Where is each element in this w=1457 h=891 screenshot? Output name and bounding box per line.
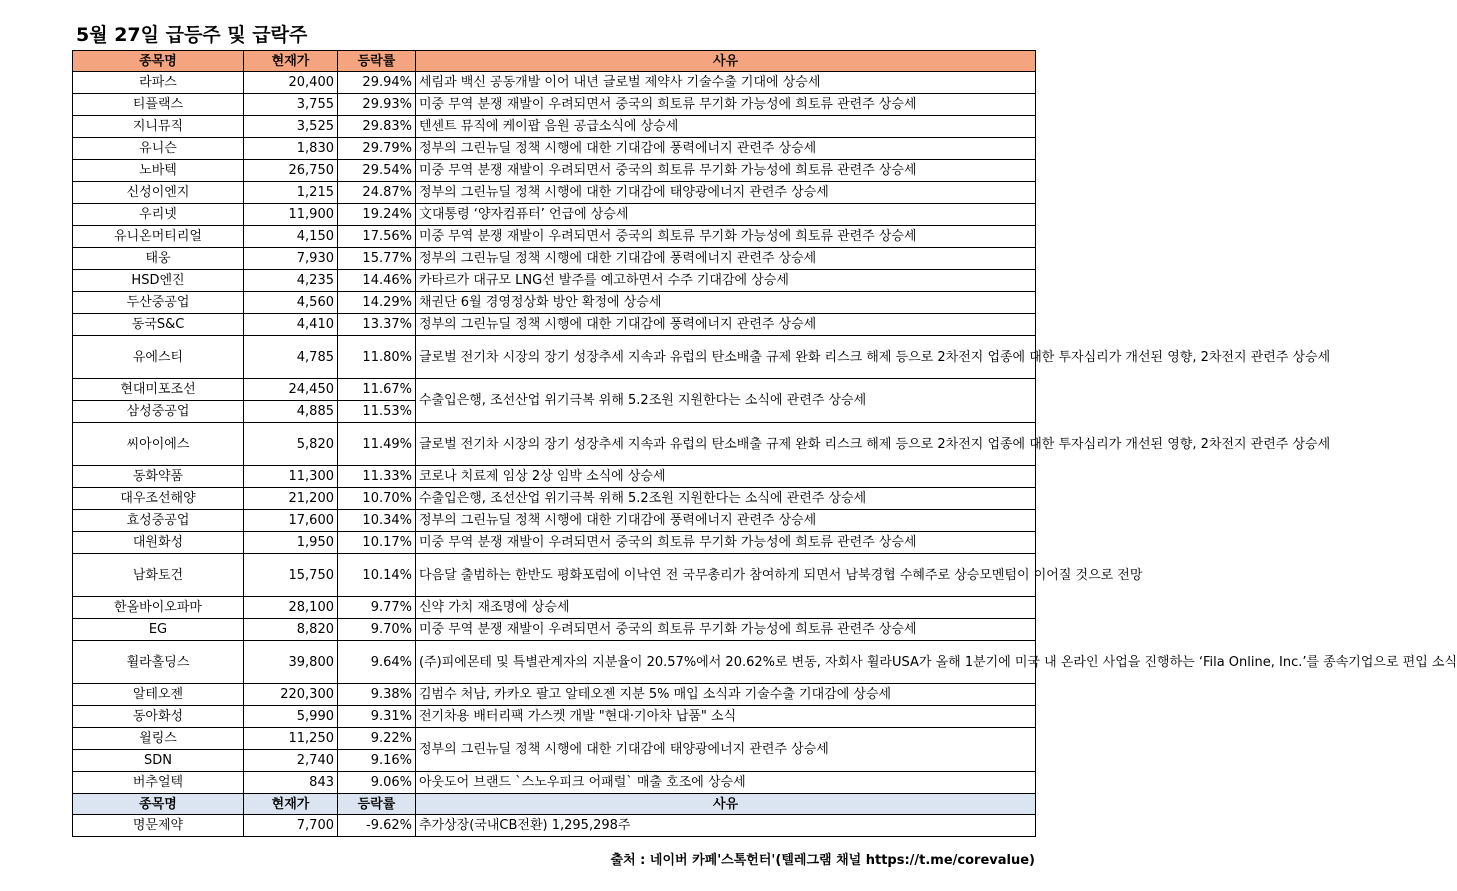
stock-name: 알테오젠 [73,684,244,706]
stock-name: 태웅 [73,248,244,270]
stock-reason: 세림과 백신 공동개발 이어 내년 글로벌 제약사 기술수출 기대에 상승세 [416,72,1036,94]
stock-reason: 글로벌 전기차 시장의 장기 성장추세 지속과 유럽의 탄소배출 규제 완화 리스크 해제 등으로 2차전지 업종에 대한 투자심리가 개선된 영향, 2차전지 관련주 상승세 [416,423,1036,466]
table-row [73,706,1036,728]
stock-rate: 10.17% [338,532,416,554]
header-name: 종목명 [73,51,244,72]
stock-reason: 미중 무역 분쟁 재발이 우려되면서 중국의 희토류 무기화 가능성에 희토류 관련주 상승세 [416,532,1036,554]
stock-price: 11,300 [244,466,338,488]
table-row [73,248,1036,270]
stock-price: 4,410 [244,314,338,336]
stock-rate: 9.06% [338,772,416,794]
table-row [73,815,1036,837]
stock-price: 39,800 [244,641,338,684]
stock-rate: 9.70% [338,619,416,641]
stock-rate: 10.70% [338,488,416,510]
stock-name: 유에스티 [73,336,244,379]
stock-name: 버추얼텍 [73,772,244,794]
stock-price: 21,200 [244,488,338,510]
table-row [73,72,1036,94]
stock-price: 8,820 [244,619,338,641]
stock-price: 11,250 [244,728,338,750]
stock-name: 동화약품 [73,466,244,488]
stock-rate: 29.54% [338,160,416,182]
stock-reason: 정부의 그린뉴딜 정책 시행에 대한 기대감에 풍력에너지 관련주 상승세 [416,314,1036,336]
stock-price: 3,525 [244,116,338,138]
stock-name: 남화토건 [73,554,244,597]
stock-price: 7,700 [244,815,338,837]
stock-price: 7,930 [244,248,338,270]
stock-reason: 신약 가치 재조명에 상승세 [416,597,1036,619]
stock-reason: 미중 무역 분쟁 재발이 우려되면서 중국의 희토류 무기화 가능성에 희토류 관련주 상승세 [416,94,1036,116]
stock-name: 라파스 [73,72,244,94]
table-row [73,138,1036,160]
stock-name: 티플랙스 [73,94,244,116]
stock-reason: 정부의 그린뉴딜 정책 시행에 대한 기대감에 태양광에너지 관련주 상승세 [416,728,1036,772]
stock-reason: 정부의 그린뉴딜 정책 시행에 대한 기대감에 풍력에너지 관련주 상승세 [416,248,1036,270]
stock-price: 1,950 [244,532,338,554]
stock-price: 4,235 [244,270,338,292]
source-caption: 출처 : 네이버 카페'스톡헌터'(텔레그램 채널 https://t.me/corevalue) [610,853,1035,868]
table-row [73,684,1036,706]
stock-table [72,50,1457,837]
table-row [73,94,1036,116]
header-rate: 등락률 [338,51,416,72]
header-rate: 등락률 [338,794,416,815]
header-price: 현재가 [244,794,338,815]
stock-rate: 9.38% [338,684,416,706]
stock-rate: 13.37% [338,314,416,336]
stock-name: SDN [73,750,244,772]
stock-name: 우리넷 [73,204,244,226]
stock-name: 현대미포조선 [73,379,244,401]
table-row [73,466,1036,488]
stock-reason: 미중 무역 분쟁 재발이 우려되면서 중국의 희토류 무기화 가능성에 희토류 관련주 상승세 [416,160,1036,182]
stock-name: 두산중공업 [73,292,244,314]
table-row [73,641,1036,684]
stock-name: 지니뮤직 [73,116,244,138]
stock-name: 동국S&C [73,314,244,336]
stock-price: 4,885 [244,401,338,423]
stock-reason: 미중 무역 분쟁 재발이 우려되면서 중국의 희토류 무기화 가능성에 희토류 관련주 상승세 [416,619,1036,641]
stock-price: 843 [244,772,338,794]
stock-name: 씨아이에스 [73,423,244,466]
table-row [73,772,1036,794]
stock-name: 효성중공업 [73,510,244,532]
stock-reason: 채권단 6월 경영정상화 방안 확정에 상승세 [416,292,1036,314]
stock-reason: 김범수 처남, 카카오 팔고 알테오젠 지분 5% 매입 소식과 기술수출 기대감에 상승세 [416,684,1036,706]
table-row [73,728,1036,750]
stock-rate: 17.56% [338,226,416,248]
header-name: 종목명 [73,794,244,815]
stock-rate: 9.31% [338,706,416,728]
stock-reason: 글로벌 전기차 시장의 장기 성장추세 지속과 유럽의 탄소배출 규제 완화 리스크 해제 등으로 2차전지 업종에 대한 투자심리가 개선된 영향, 2차전지 관련주 상승세 [416,336,1036,379]
stock-price: 3,755 [244,94,338,116]
table-row [73,116,1036,138]
stock-rate: 11.49% [338,423,416,466]
stock-reason: 텐센트 뮤직에 케이팝 음원 공급소식에 상승세 [416,116,1036,138]
stock-rate: 29.93% [338,94,416,116]
stock-rate: 9.16% [338,750,416,772]
stock-name: 한올바이오파마 [73,597,244,619]
stock-reason: 카타르가 대규모 LNG선 발주를 예고하면서 수주 기대감에 상승세 [416,270,1036,292]
stock-rate: 24.87% [338,182,416,204]
stock-reason: 다음달 출범하는 한반도 평화포럼에 이낙연 전 국무총리가 참여하게 되면서 남북경협 수혜주로 상승모멘텀이 이어질 것으로 전망 [416,554,1036,597]
stock-rate: 29.79% [338,138,416,160]
stock-rate: 19.24% [338,204,416,226]
stock-reason: 文대통령 ‘양자컴퓨터’ 언급에 상승세 [416,204,1036,226]
table-row [73,204,1036,226]
header-reason: 사유 [416,51,1036,72]
stock-reason: (주)피에몬테 및 특별관계자의 지분율이 20.57%에서 20.62%로 변동, 자회사 휠라USA가 올해 1분기에 미국 내 온라인 사업을 진행하는 ‘Fila Online, Inc.’를 종속기업으로 편입 소식 [416,641,1036,684]
stock-reason: 정부의 그린뉴딜 정책 시행에 대한 기대감에 풍력에너지 관련주 상승세 [416,138,1036,160]
stock-reason: 아웃도어 브랜드 `스노우피크 어패럴` 매출 호조에 상승세 [416,772,1036,794]
stock-price: 1,830 [244,138,338,160]
stock-name: 대원화성 [73,532,244,554]
stock-price: 28,100 [244,597,338,619]
stock-price: 5,990 [244,706,338,728]
stock-rate: 29.83% [338,116,416,138]
stock-price: 24,450 [244,379,338,401]
table-row [73,597,1036,619]
table-row [73,270,1036,292]
stock-rate: -9.62% [338,815,416,837]
table-row [73,532,1036,554]
table-row [73,336,1036,379]
header-reason: 사유 [416,794,1036,815]
stock-reason: 수출입은행, 조선산업 위기극복 위해 5.2조원 지원한다는 소식에 관련주 상승세 [416,488,1036,510]
stock-price: 20,400 [244,72,338,94]
stock-name: 노바텍 [73,160,244,182]
stock-price: 17,600 [244,510,338,532]
page-title: 5월 27일 급등주 및 급락주 [76,24,308,46]
stock-rate: 11.33% [338,466,416,488]
stock-reason: 정부의 그린뉴딜 정책 시행에 대한 기대감에 태양광에너지 관련주 상승세 [416,182,1036,204]
stock-rate: 14.29% [338,292,416,314]
header-price: 현재가 [244,51,338,72]
header-row-losers [73,794,1036,815]
table-row [73,619,1036,641]
stock-price: 1,215 [244,182,338,204]
stock-rate: 11.80% [338,336,416,379]
stock-price: 4,560 [244,292,338,314]
stock-price: 220,300 [244,684,338,706]
stock-name: 유니온머티리얼 [73,226,244,248]
table-row [73,226,1036,248]
stock-rate: 14.46% [338,270,416,292]
table-row [73,314,1036,336]
stock-name: EG [73,619,244,641]
table-row [73,182,1036,204]
table-row [73,292,1036,314]
stock-reason: 코로나 치료제 임상 2상 임박 소식에 상승세 [416,466,1036,488]
stock-reason: 추가상장(국내CB전환) 1,295,298주 [416,815,1036,837]
stock-name: 동아화성 [73,706,244,728]
stock-reason: 미중 무역 분쟁 재발이 우려되면서 중국의 희토류 무기화 가능성에 희토류 관련주 상승세 [416,226,1036,248]
stock-reason: 수출입은행, 조선산업 위기극복 위해 5.2조원 지원한다는 소식에 관련주 상승세 [416,379,1036,423]
stock-price: 11,900 [244,204,338,226]
stock-rate: 10.14% [338,554,416,597]
stock-price: 4,150 [244,226,338,248]
stock-rate: 29.94% [338,72,416,94]
stock-price: 15,750 [244,554,338,597]
stock-name: 윌링스 [73,728,244,750]
table-row [73,488,1036,510]
table-row [73,379,1036,401]
stock-rate: 9.22% [338,728,416,750]
table-row [73,510,1036,532]
stock-rate: 10.34% [338,510,416,532]
stock-name: 삼성중공업 [73,401,244,423]
table-row [73,554,1036,597]
stock-price: 2,740 [244,750,338,772]
stock-name: 대우조선해양 [73,488,244,510]
stock-price: 5,820 [244,423,338,466]
table-row [73,423,1036,466]
stock-name: HSD엔진 [73,270,244,292]
stock-rate: 9.64% [338,641,416,684]
stock-name: 유니슨 [73,138,244,160]
stock-reason: 전기차용 배터리팩 가스켓 개발 "현대·기아차 납품" 소식 [416,706,1036,728]
header-row-gainers [73,51,1036,72]
table-row [73,160,1036,182]
stock-name: 휠라홀딩스 [73,641,244,684]
stock-price: 4,785 [244,336,338,379]
stock-rate: 11.53% [338,401,416,423]
stock-name: 명문제약 [73,815,244,837]
stock-rate: 9.77% [338,597,416,619]
stock-rate: 15.77% [338,248,416,270]
stock-price: 26,750 [244,160,338,182]
stock-name: 신성이엔지 [73,182,244,204]
stock-reason: 정부의 그린뉴딜 정책 시행에 대한 기대감에 풍력에너지 관련주 상승세 [416,510,1036,532]
stock-rate: 11.67% [338,379,416,401]
